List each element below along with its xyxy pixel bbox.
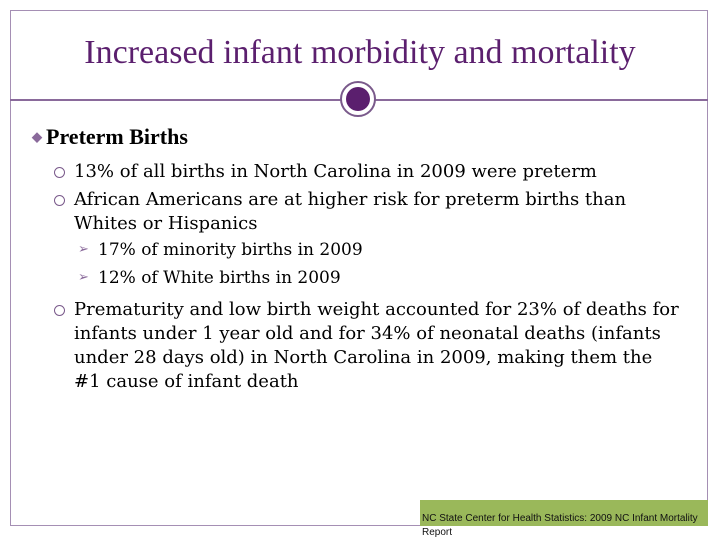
- source-citation: NC State Center for Health Statistics: 2009 NC Infant Mortality Report: [422, 513, 698, 538]
- sub-bullet-item: [78, 266, 341, 290]
- bullet-item: [74, 188, 684, 236]
- circle-bullet-icon: [54, 195, 65, 206]
- circle-bullet-icon: [54, 305, 65, 316]
- section-heading: [32, 124, 188, 150]
- circle-bullet-icon: [54, 167, 65, 178]
- arrow-bullet-icon: ➢: [78, 270, 89, 285]
- bullet-text: 13% of all births in North Carolina in 2009 were preterm: [74, 161, 597, 182]
- sub-bullet-text: 17% of minority births in 2009: [98, 240, 363, 260]
- bullet-item: [74, 298, 684, 394]
- emblem-icon: [340, 81, 376, 117]
- sub-bullet-item: [78, 238, 363, 262]
- bullet-text: Prematurity and low birth weight accounted for 23% of deaths for infants under 1 year old and for 34% of neonatal deaths (infants under 28 days old) in North Carolina in 2009, making them the #1 cause of infant death: [74, 299, 679, 392]
- section-heading-text: Preterm Births: [46, 124, 188, 149]
- arrow-bullet-icon: ➢: [78, 242, 89, 257]
- slide-title: Increased infant morbidity and mortality: [84, 34, 636, 71]
- diamond-bullet-icon: ◆: [32, 129, 42, 144]
- sub-bullet-text: 12% of White births in 2009: [98, 268, 341, 288]
- bullet-item: [74, 160, 684, 184]
- bullet-text: African Americans are at higher risk for preterm births than Whites or Hispanics: [74, 189, 627, 234]
